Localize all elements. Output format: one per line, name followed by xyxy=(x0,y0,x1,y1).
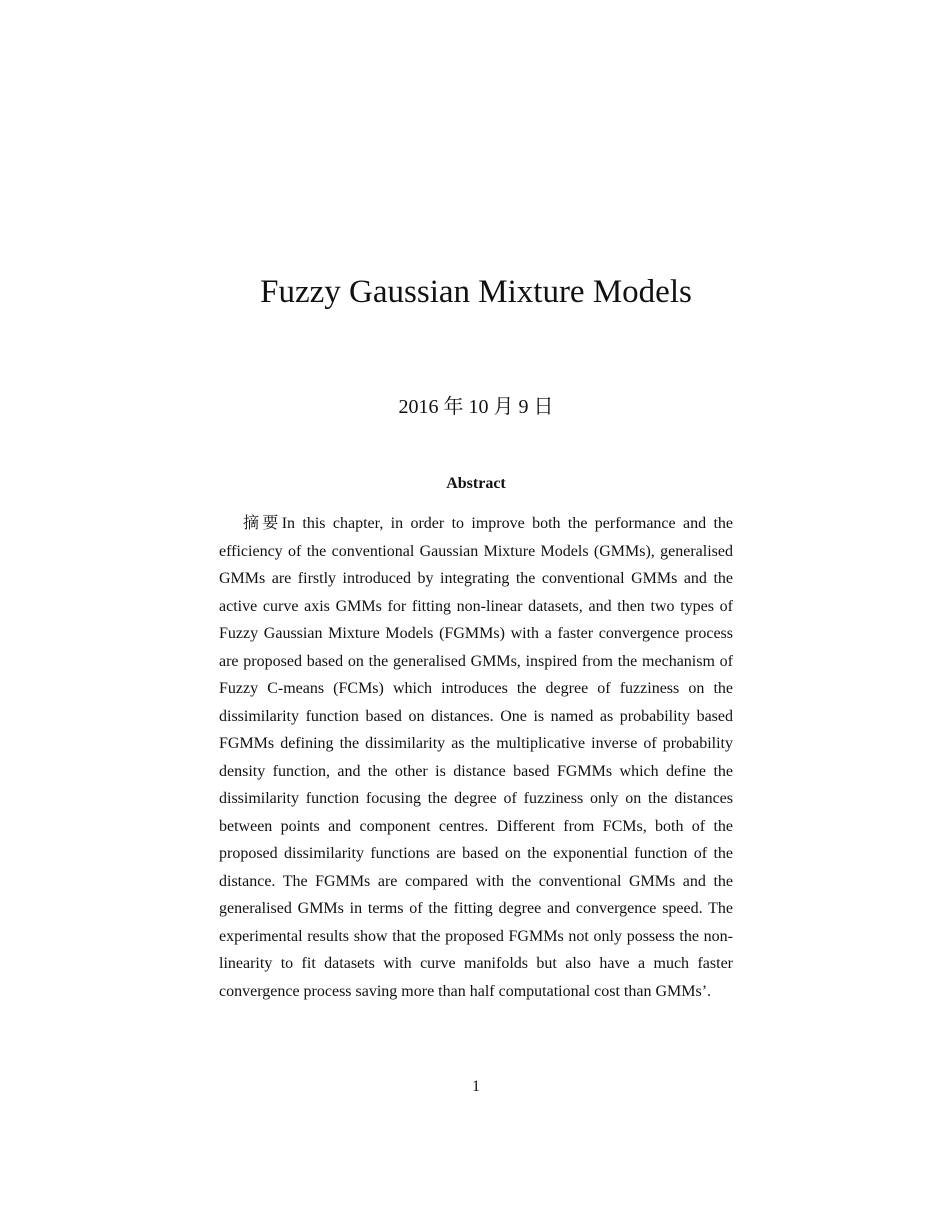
abstract-label: 摘要 xyxy=(243,515,282,532)
page-number: 1 xyxy=(472,1078,480,1095)
abstract-heading: Abstract xyxy=(446,475,506,492)
paper-title: Fuzzy Gaussian Mixture Models xyxy=(260,274,692,310)
paper-date: 2016 年 10 月 9 日 xyxy=(398,396,554,418)
abstract-body xyxy=(219,510,733,1005)
abstract-text: In this chapter, in order to improve both the performance and the efficiency of the conventional Gaussian Mixture Models (GMMs), generalised GMMs are firstly introduced by integrating the conventional GMMs and the active curve axis GMMs for fitting non-linear datasets, and then two types of Fuzzy Gaussian Mixture Models (FGMMs) with a faster convergence process are proposed based on the generalised GMMs, inspired from the mechanism of Fuzzy C-means (FCMs) which introduces the degree of fuzziness on the dissimilarity function based on distances. One is named as probability based FGMMs defining the dissimilarity as the multiplicative inverse of probability density function, and the other is distance based FGMMs which define the dissimilarity function focusing the degree of fuzziness only on the distances between points and component centres. Different from FCMs, both of the proposed dissimilarity functions are based on the exponential function of the distance. The FGMMs are compared with the conventional GMMs and the generalised GMMs in terms of the fitting degree and convergence speed. The experimental results show that the proposed FGMMs not only possess the non-linearity to fit datasets with curve manifolds but also have a much faster convergence process saving more than half computational cost than GMMs’. xyxy=(219,515,733,1000)
abstract-paragraph xyxy=(219,510,733,1005)
